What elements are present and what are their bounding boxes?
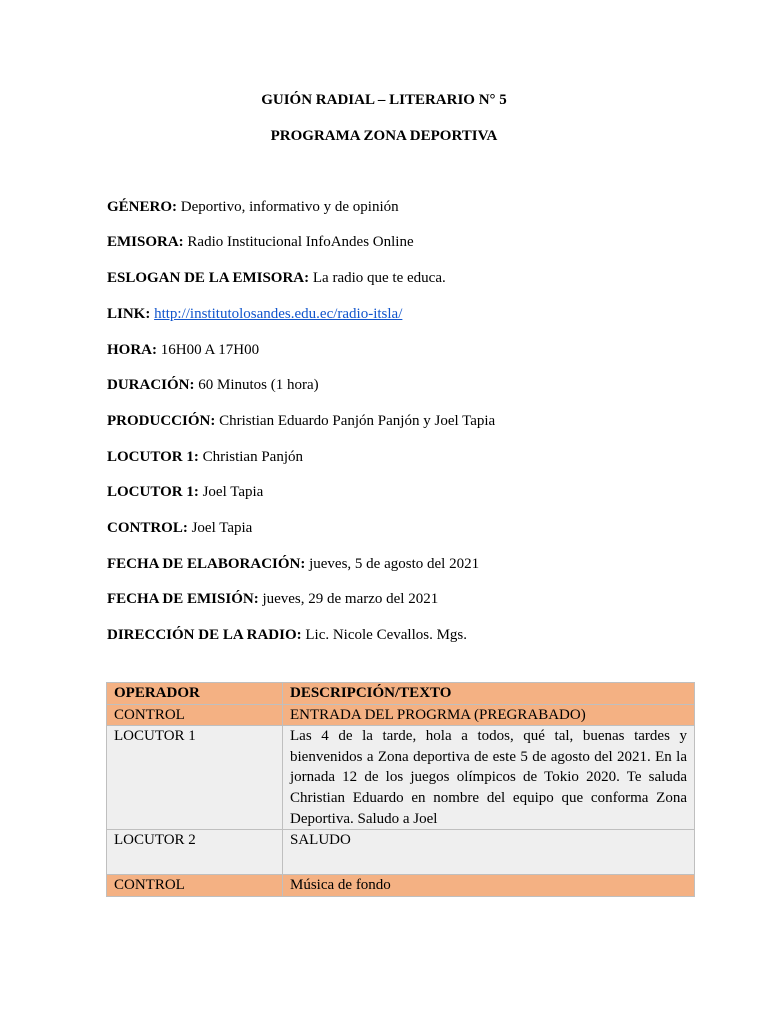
table-row	[107, 704, 695, 726]
cell-texto: SALUDO	[283, 830, 695, 875]
field-emisora	[107, 234, 414, 251]
field-label: LOCUTOR 1:	[107, 449, 199, 465]
field-label: LOCUTOR 1:	[107, 484, 199, 500]
script-table	[106, 682, 695, 897]
field-eslogan	[107, 270, 446, 287]
field-value: Joel Tapia	[202, 484, 264, 500]
field-label: LINK:	[107, 306, 151, 322]
field-value: 60 Minutos (1 hora)	[198, 377, 319, 393]
document-title: GUIÓN RADIAL – LITERARIO N° 5	[261, 92, 507, 108]
field-label: CONTROL:	[107, 520, 188, 536]
field-fecha-elaboracion	[107, 556, 479, 573]
field-value: jueves, 5 de agosto del 2021	[309, 556, 480, 572]
field-label: DIRECCIÓN DE LA RADIO:	[107, 627, 302, 643]
program-title: PROGRAMA ZONA DEPORTIVA	[270, 128, 498, 144]
table-row	[107, 830, 695, 875]
field-control	[107, 520, 252, 537]
table-row	[107, 875, 695, 897]
field-direccion	[107, 627, 467, 644]
field-label: EMISORA:	[107, 234, 184, 250]
cell-texto: Las 4 de la tarde, hola a todos, qué tal, buenas tardes y bienvenidos a Zona deportiva de este 5 de agosto del 2021. En la jornada 12 de los juegos olímpicos de Tokio 2020. Te saluda Christian Eduardo en nombre del equipo que conforma Zona Deportiva. Saludo a Joel	[283, 726, 695, 830]
field-label: DURACIÓN:	[107, 377, 195, 393]
field-duracion	[107, 377, 319, 394]
field-fecha-emision	[107, 591, 438, 608]
field-genero	[107, 199, 399, 216]
cell-operador: CONTROL	[107, 875, 283, 897]
field-value: Radio Institucional InfoAndes Online	[187, 234, 414, 250]
field-label: PRODUCCIÓN:	[107, 413, 216, 429]
header-operador: OPERADOR	[107, 683, 283, 705]
field-locutor-2	[107, 484, 263, 501]
field-hora	[107, 342, 259, 359]
radio-link[interactable]: http://institutolosandes.edu.ec/radio-itsla/	[154, 306, 403, 322]
table-header-row	[107, 683, 695, 705]
field-value: 16H00 A 17H00	[160, 342, 260, 358]
field-label: FECHA DE ELABORACIÓN:	[107, 556, 306, 572]
field-value: Deportivo, informativo y de opinión	[180, 199, 399, 215]
field-label: FECHA DE EMISIÓN:	[107, 591, 259, 607]
field-locutor-1	[107, 449, 303, 466]
cell-operador: LOCUTOR 1	[107, 726, 283, 830]
field-label: ESLOGAN DE LA EMISORA:	[107, 270, 310, 286]
field-label: GÉNERO:	[107, 199, 178, 215]
field-value: Joel Tapia	[191, 520, 253, 536]
cell-texto: Música de fondo	[283, 875, 695, 897]
field-value: Lic. Nicole Cevallos. Mgs.	[305, 627, 467, 643]
table-row	[107, 726, 695, 830]
field-value: Christian Eduardo Panjón Panjón y Joel Tapia	[219, 413, 496, 429]
field-label: HORA:	[107, 342, 157, 358]
field-link	[107, 306, 402, 323]
field-value: jueves, 29 de marzo del 2021	[262, 591, 439, 607]
cell-operador: CONTROL	[107, 704, 283, 726]
field-value: La radio que te educa.	[312, 270, 446, 286]
field-value: Christian Panjón	[202, 449, 303, 465]
cell-operador: LOCUTOR 2	[107, 830, 283, 875]
header-descripcion: DESCRIPCIÓN/TEXTO	[283, 683, 695, 705]
cell-texto: ENTRADA DEL PROGRMA (PREGRABADO)	[283, 704, 695, 726]
field-produccion	[107, 413, 495, 430]
